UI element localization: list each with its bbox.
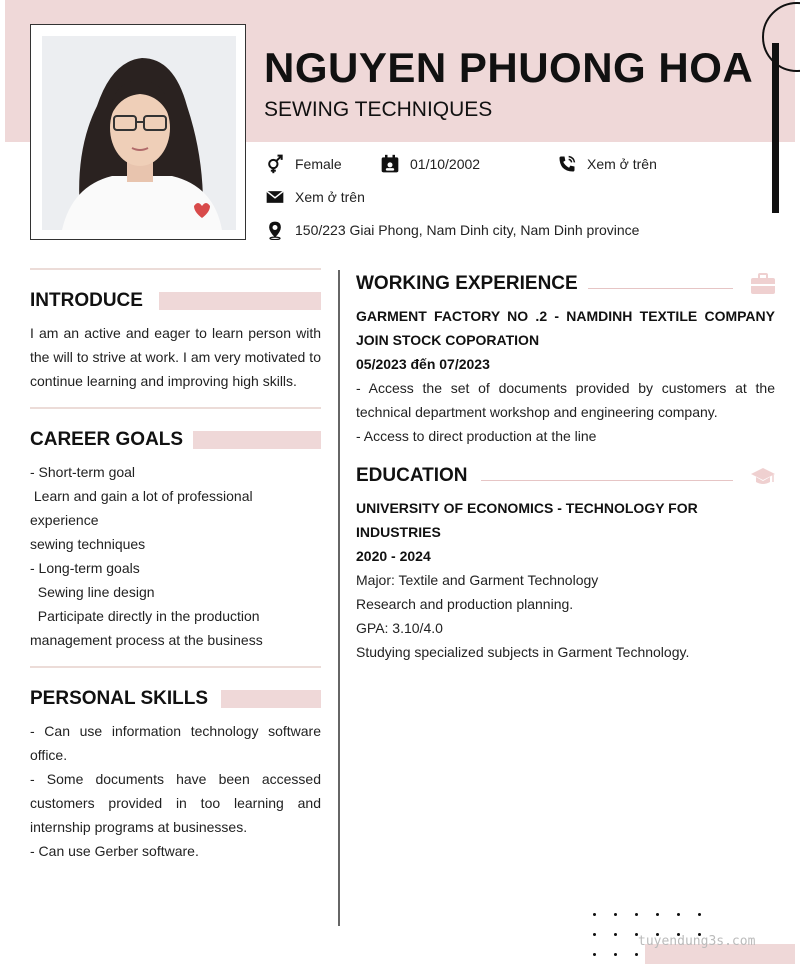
career-goal-line: experience [30, 512, 99, 528]
experience-period: 05/2023 đến 07/2023 [356, 356, 490, 372]
phone-value: Xem ở trên [587, 156, 657, 172]
introduce-text: I am an active and eager to learn person with the will to strive at work. I am very motivated to continue learning and improving high skills. [30, 325, 321, 389]
address-value: 150/223 Giai Phong, Nam Dinh city, Nam Dinh province [295, 222, 640, 238]
graduation-cap-icon [750, 465, 776, 487]
career-goal-line: - Short-term goal [30, 464, 136, 480]
watermark: tuyendung3s.com [638, 934, 756, 949]
skill-item: - Can use Gerber software. [30, 843, 199, 859]
career-goal-line: sewing techniques [30, 536, 146, 552]
gender-value: Female [295, 156, 342, 172]
career-goals-list [30, 460, 321, 652]
email-value: Xem ở trên [295, 189, 365, 205]
experience-company: GARMENT FACTORY NO .2 - NAMDINH TEXTILE COMPANY JOIN STOCK COPORATION [356, 308, 775, 348]
phone-icon [557, 154, 577, 174]
section-divider [30, 666, 321, 668]
location-pin-icon [265, 220, 285, 240]
birthdate-info [380, 154, 480, 174]
heading-rule [588, 288, 733, 289]
decorative-vertical-bar [772, 43, 779, 213]
phone-info [557, 154, 657, 174]
calendar-icon [380, 154, 400, 174]
heading-accent-bar [193, 431, 321, 449]
section-divider [30, 268, 321, 270]
skill-item: - Can use information technology software office. [30, 723, 321, 763]
education-line: Research and production planning. [356, 596, 574, 612]
heading-rule [481, 480, 733, 481]
gender-icon [265, 154, 285, 174]
candidate-name: NGUYEN PHUONG HOA [264, 44, 754, 91]
experience-duty: - Access the set of documents provided by customers at the technical department workshop and engineering company. [356, 380, 775, 420]
birthdate-value: 01/10/2002 [410, 156, 481, 172]
experience-content [356, 304, 775, 448]
column-divider [338, 270, 340, 926]
job-title: SEWING TECHNIQUES [264, 98, 493, 121]
briefcase-icon [750, 273, 776, 295]
envelope-icon [265, 187, 285, 207]
section-divider [30, 407, 321, 409]
experience-heading: WORKING EXPERIENCE [356, 273, 578, 294]
introduce-header [30, 290, 321, 314]
career-goal-line: Learn and gain a lot of professional [30, 488, 253, 504]
education-line: GPA: 3.10/4.0 [356, 620, 443, 636]
address-info [265, 220, 639, 240]
education-period: 2020 - 2024 [356, 548, 431, 564]
profile-photo [42, 36, 236, 230]
career-goals-header [30, 429, 321, 453]
heading-accent-bar [221, 690, 321, 708]
experience-header [356, 273, 776, 299]
career-goal-line: Participate directly in the production [30, 608, 260, 624]
email-info [265, 187, 365, 207]
education-school: UNIVERSITY OF ECONOMICS - TECHNOLOGY FOR INDUSTRIES [356, 500, 698, 540]
gender-info [265, 154, 342, 174]
personal-skills-list [30, 719, 321, 863]
photo-frame [30, 24, 246, 240]
education-content [356, 496, 775, 664]
personal-skills-header [30, 688, 321, 712]
career-goal-line: Sewing line design [30, 584, 155, 600]
portrait-illustration [42, 36, 236, 230]
education-header [356, 465, 776, 491]
education-heading: EDUCATION [356, 465, 468, 486]
heading-accent-bar [159, 292, 321, 310]
education-line: Studying specialized subjects in Garment Technology. [356, 644, 690, 660]
career-goal-line: - Long-term goals [30, 560, 140, 576]
introduce-heading: INTRODUCE [30, 290, 143, 311]
career-goals-heading: CAREER GOALS [30, 429, 184, 450]
skill-item: - Some documents have been accessed customers provided in too learning and internship programs at businesses. [30, 771, 321, 835]
career-goal-line: management process at the business [30, 632, 263, 648]
education-line: Major: Textile and Garment Technology [356, 572, 599, 588]
experience-duty: - Access to direct production at the line [356, 428, 597, 444]
personal-skills-heading: PERSONAL SKILLS [30, 688, 209, 709]
